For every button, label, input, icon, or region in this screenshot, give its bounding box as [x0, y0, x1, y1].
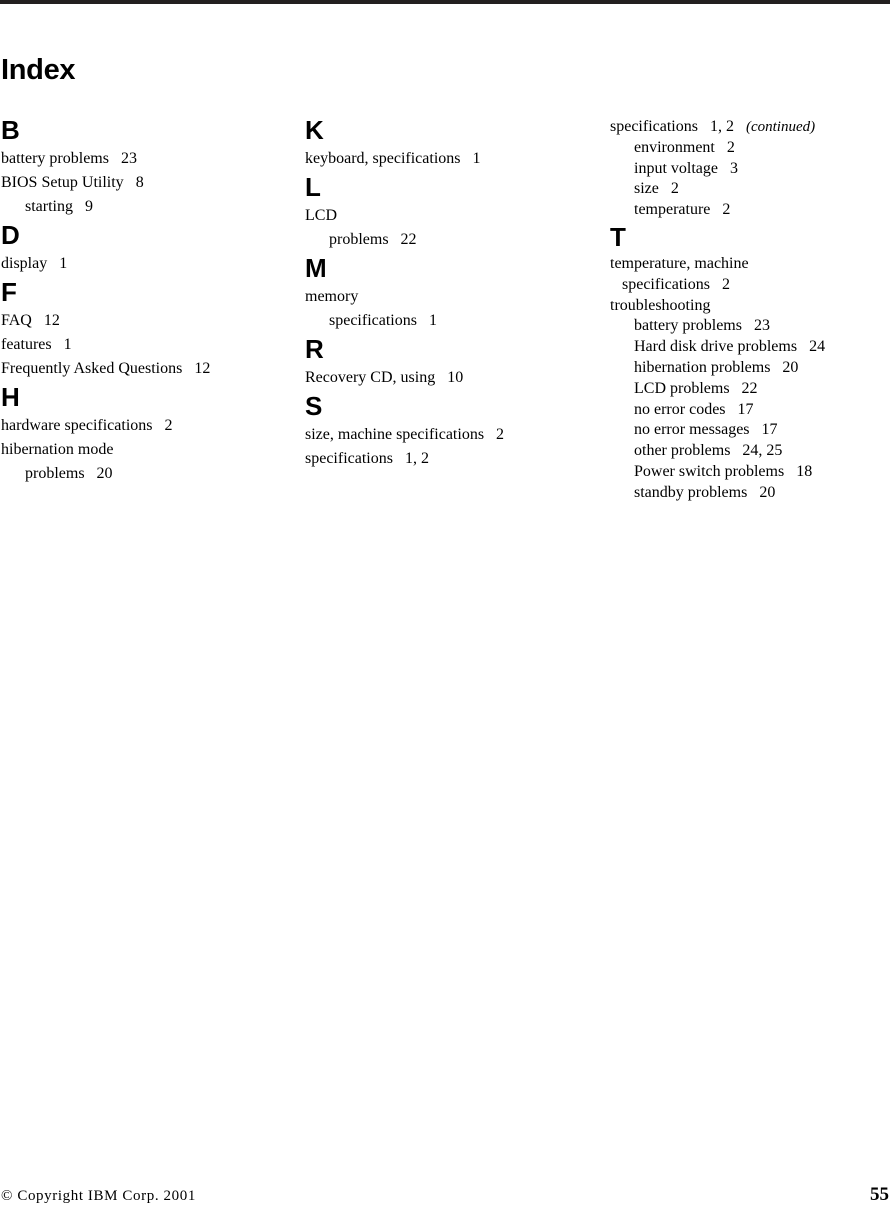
- index-entry: [305, 285, 595, 309]
- index-term: other problems: [634, 442, 731, 460]
- index-entry: [305, 366, 595, 390]
- index-subentry: [1, 462, 281, 486]
- index-subentry: [610, 483, 885, 504]
- index-entry: [1, 171, 281, 195]
- page-reference-link[interactable]: 1, 2: [404, 450, 429, 467]
- index-term: battery problems: [634, 317, 742, 335]
- index-entry: [305, 423, 595, 447]
- index-subentry: [610, 179, 885, 200]
- index-letter-heading: F: [1, 277, 17, 307]
- index-term: no error codes: [634, 400, 726, 418]
- index-term: Frequently Asked Questions: [1, 360, 183, 377]
- page-reference-link[interactable]: 23: [120, 150, 137, 167]
- index-entry: [1, 252, 281, 276]
- index-term: Power switch problems: [634, 462, 785, 480]
- continued-note: (continued): [745, 119, 816, 135]
- index-term: problems: [25, 465, 85, 482]
- index-subentry: [610, 400, 885, 421]
- index-entry: [1, 333, 281, 357]
- index-term: Hard disk drive problems: [634, 338, 798, 356]
- page-reference-link[interactable]: 22: [400, 231, 417, 248]
- page-reference-link[interactable]: 12: [194, 360, 211, 377]
- index-letter-heading: T: [610, 221, 626, 252]
- page-reference-link[interactable]: 2: [496, 426, 505, 443]
- index-subentry: [1, 195, 281, 219]
- index-term: troubleshooting: [610, 296, 711, 314]
- index-subentry: [305, 228, 595, 252]
- page-reference-link[interactable]: 2: [670, 180, 679, 198]
- page-reference-link[interactable]: 1: [472, 150, 481, 167]
- index-term: hibernation problems: [634, 358, 771, 376]
- index-subentry: [610, 379, 885, 400]
- index-column-3: [610, 117, 885, 504]
- index-term: size, machine specifications: [305, 426, 485, 443]
- index-subentry: [305, 309, 595, 333]
- index-entry: [1, 147, 281, 171]
- index-term: environment: [634, 138, 715, 156]
- index-letter-heading: D: [1, 220, 20, 250]
- index-entry: [305, 447, 595, 471]
- index-subentry: [610, 159, 885, 180]
- page-reference-link[interactable]: 18: [796, 462, 813, 480]
- index-term: temperature: [634, 201, 711, 219]
- index-entry: [1, 309, 281, 333]
- index-subentry: [610, 420, 885, 441]
- index-entry: [610, 254, 885, 275]
- page-reference-link[interactable]: 9: [85, 198, 93, 215]
- page-reference-link[interactable]: 2: [722, 201, 731, 219]
- page-footer: [1, 1184, 889, 1206]
- page-reference-link[interactable]: 1, 2: [709, 118, 734, 135]
- index-subentry: [610, 337, 885, 358]
- copyright-notice: © Copyright IBM Corp. 2001: [1, 1188, 196, 1204]
- index-term: display: [1, 255, 48, 272]
- index-letter-heading: B: [1, 115, 20, 145]
- page-reference-link[interactable]: 20: [96, 465, 113, 482]
- page-reference-link[interactable]: 24, 25: [742, 442, 783, 460]
- index-term: Recovery CD, using: [305, 369, 436, 386]
- page-number: 55: [870, 1184, 889, 1205]
- index-term: problems: [329, 231, 389, 248]
- page-reference-link[interactable]: 3: [729, 159, 738, 177]
- index-term: features: [1, 336, 52, 353]
- index-entry: [1, 414, 281, 438]
- index-entry: [305, 204, 595, 228]
- page-reference-link[interactable]: 22: [741, 379, 758, 397]
- index-term: no error messages: [634, 421, 750, 439]
- page-reference-link[interactable]: 8: [135, 174, 144, 191]
- page-reference-link[interactable]: 1: [63, 336, 72, 353]
- index-term: FAQ: [1, 312, 32, 329]
- index-term: size: [634, 180, 659, 198]
- index-term: standby problems: [634, 483, 748, 501]
- index-term: specifications: [610, 118, 698, 135]
- index-entry: [610, 117, 885, 138]
- page-title: Index: [1, 54, 76, 86]
- index-subentry: [610, 200, 885, 221]
- index-letter-heading: K: [305, 115, 324, 145]
- index-entry: [610, 296, 885, 317]
- index-term: starting: [25, 198, 73, 215]
- page-reference-link[interactable]: 12: [43, 312, 60, 329]
- index-entry: [1, 357, 281, 381]
- page-reference-link[interactable]: 23: [753, 317, 770, 335]
- index-letter-heading: H: [1, 382, 20, 412]
- page-reference-link[interactable]: 10: [447, 369, 464, 386]
- index-term: specifications: [305, 450, 393, 467]
- index-term: specifications: [622, 275, 710, 293]
- page-reference-link[interactable]: 20: [759, 483, 776, 501]
- index-column-2: [305, 114, 595, 471]
- index-entry: [305, 147, 595, 171]
- page-reference-link[interactable]: 24: [809, 338, 826, 356]
- page-reference-link[interactable]: 17: [761, 421, 778, 439]
- index-letter-heading: M: [305, 253, 327, 283]
- index-term: BIOS Setup Utility: [1, 174, 124, 191]
- index-term: keyboard, specifications: [305, 150, 461, 167]
- index-term: input voltage: [634, 159, 718, 177]
- index-column-1: [1, 114, 281, 486]
- page-reference-link[interactable]: 2: [721, 275, 730, 293]
- index-term: memory: [305, 288, 359, 305]
- index-subentry: [610, 462, 885, 483]
- page-reference-link[interactable]: 1: [428, 312, 437, 329]
- index-term: hibernation mode: [1, 441, 114, 458]
- page-reference-link[interactable]: 20: [782, 358, 799, 376]
- index-term: LCD: [305, 207, 337, 224]
- index-subentry: [610, 138, 885, 159]
- index-term: LCD problems: [634, 379, 730, 397]
- page-reference-link[interactable]: 17: [737, 400, 754, 418]
- index-letter-heading: L: [305, 172, 321, 202]
- index-subentry: [610, 316, 885, 337]
- page-reference-link[interactable]: 1: [59, 255, 68, 272]
- top-rule: [0, 0, 890, 4]
- index-subentry: [610, 441, 885, 462]
- index-letter-heading: R: [305, 334, 324, 364]
- index-entry: [610, 275, 885, 296]
- page-reference-link[interactable]: 2: [164, 417, 173, 434]
- index-term: specifications: [329, 312, 417, 329]
- page-reference-link[interactable]: 2: [726, 138, 735, 156]
- index-entry: [1, 438, 281, 462]
- index-letter-heading: S: [305, 391, 323, 421]
- index-term: temperature, machine: [610, 254, 749, 272]
- index-term: hardware specifications: [1, 417, 153, 434]
- index-term: battery problems: [1, 150, 109, 167]
- index-subentry: [610, 358, 885, 379]
